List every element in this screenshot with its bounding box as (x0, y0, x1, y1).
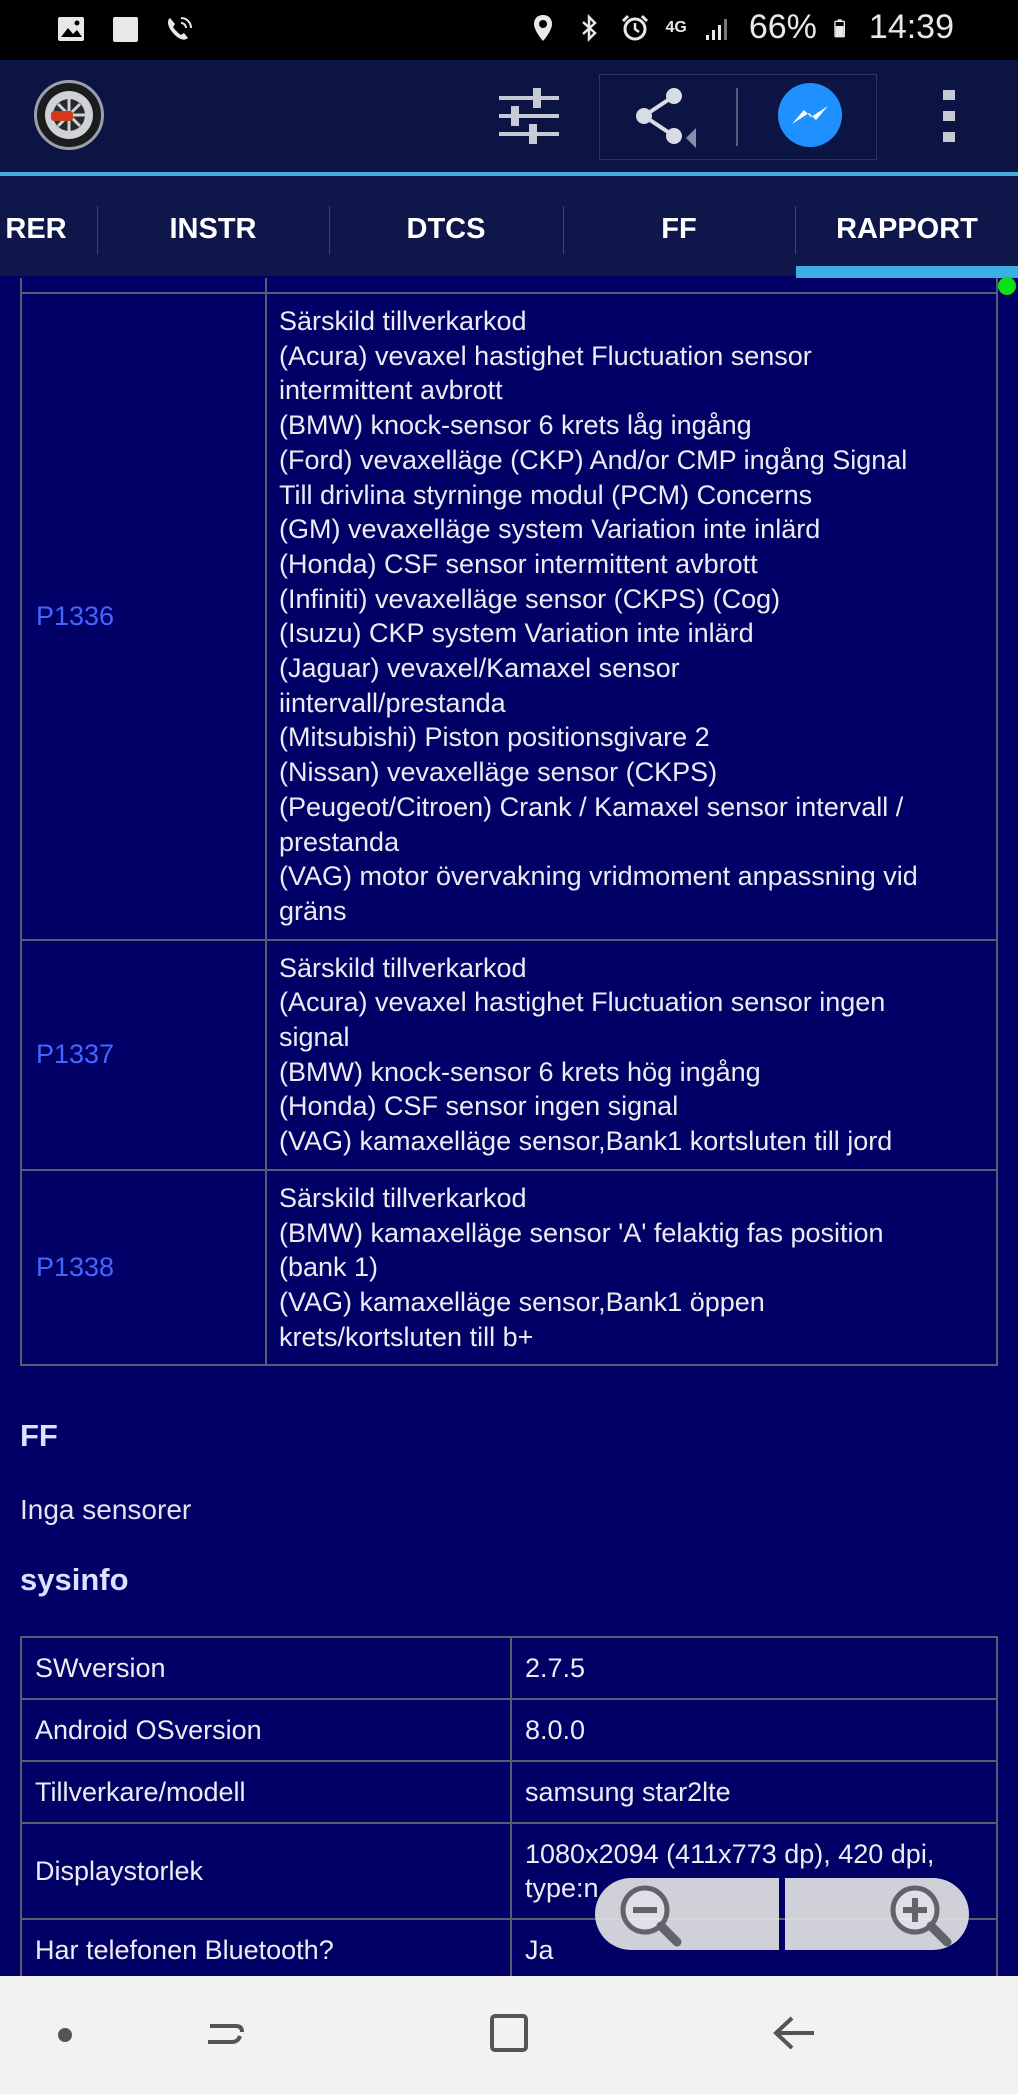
description-line: (Mitsubishi) Piston positionsgivare 2 (279, 722, 710, 753)
dtc-code-link[interactable]: P1337 (21, 940, 266, 1170)
table-cell (266, 278, 997, 293)
status-right (528, 8, 955, 47)
zoom-in-button[interactable] (785, 1878, 969, 1950)
sysinfo-key: Android OSversion (21, 1699, 511, 1761)
location-icon (528, 13, 558, 43)
zoom-controls (595, 1878, 971, 1950)
description-line: (BMW) kamaxelläge sensor 'A' felaktig fas position (279, 1217, 884, 1248)
description-line: iintervall/prestanda (279, 687, 506, 718)
description-line: (VAG) kamaxelläge sensor,Bank1 kortsluten till jord (279, 1126, 893, 1157)
status-left-icons (56, 14, 194, 44)
description-line: (VAG) motor övervakning vridmoment anpassning vid (279, 861, 918, 892)
table-row-partial (21, 278, 997, 293)
share-separator (736, 88, 738, 146)
signal-icon (703, 13, 733, 43)
home-icon[interactable] (486, 2010, 532, 2056)
description-line: (BMW) knock-sensor 6 krets hög ingång (279, 1056, 761, 1087)
table-row (21, 293, 997, 940)
sysinfo-key: SWversion (21, 1637, 511, 1699)
wheel-icon (37, 83, 101, 147)
description-line: (Isuzu) CKP system Variation inte inlärd (279, 618, 754, 649)
description-line: Särskild tillverkarkod (279, 1182, 527, 1213)
description-line: (Acura) vevaxel hastighet Fluctuation sensor ingen (279, 987, 886, 1018)
description-line: intermittent avbrott (279, 375, 503, 406)
bluetooth-icon (574, 13, 604, 43)
recents-icon[interactable] (202, 2012, 248, 2058)
table-row (21, 1170, 997, 1366)
description-line: Särskild tillverkarkod (279, 952, 527, 983)
table-row (21, 1761, 997, 1823)
description-line: signal (279, 1022, 350, 1053)
description-line: (Honda) CSF sensor intermittent avbrott (279, 548, 758, 579)
messenger-icon[interactable] (776, 82, 844, 150)
description-line: (GM) vevaxelläge system Variation inte inlärd (279, 514, 821, 545)
dtc-code-link[interactable]: P1338 (21, 1170, 266, 1366)
sysinfo-key: Har telefonen Bluetooth? (21, 1919, 511, 1976)
description-line: prestanda (279, 826, 400, 857)
dtc-description (266, 293, 997, 940)
nav-dot-icon[interactable] (56, 2026, 74, 2044)
table-row (21, 940, 997, 1170)
description-line: (Peugeot/Citroen) Crank / Kamaxel sensor intervall / (279, 791, 904, 822)
description-line: (Jaguar) vevaxel/Kamaxel sensor (279, 653, 680, 684)
description-line: krets/kortsluten till b+ (279, 1321, 534, 1352)
tab-sensorer[interactable]: RER (5, 213, 67, 245)
sysinfo-value: 2.7.5 (511, 1637, 997, 1699)
tab-ff[interactable]: FF (661, 213, 697, 245)
description-line: (Ford) vevaxelläge (CKP) And/or CMP ingång Signal (279, 444, 908, 475)
sysinfo-value: 1080x2094 (411x773 dp), 420 dpi, type:n (511, 1823, 997, 1919)
app-logo-icon[interactable] (34, 80, 104, 150)
battery-percent: 66% (748, 8, 817, 46)
clock: 14:39 (868, 8, 954, 46)
table-row (21, 1699, 997, 1761)
network-type: 4G (665, 18, 687, 36)
table-cell (21, 278, 266, 293)
image-icon (56, 14, 86, 44)
sysinfo-value: samsung star2lte (511, 1761, 997, 1823)
zoom-out-button[interactable] (595, 1878, 779, 1950)
description-line: (BMW) knock-sensor 6 krets låg ingång (279, 410, 752, 441)
sliders-icon[interactable] (495, 82, 563, 150)
sysinfo-heading: sysinfo (20, 1562, 129, 1597)
tab-dtcs[interactable]: DTCS (406, 213, 486, 245)
tab-rapport[interactable]: RAPPORT (836, 213, 978, 245)
ff-empty-text: Inga sensorer (20, 1494, 192, 1525)
dtc-table (20, 278, 998, 1366)
dtc-description (266, 940, 997, 1170)
sysinfo-key: Tillverkare/modell (21, 1761, 511, 1823)
dtc-code-link[interactable]: P1336 (21, 293, 266, 940)
description-line: (Nissan) vevaxelläge sensor (CKPS) (279, 757, 718, 788)
description-line: (VAG) kamaxelläge sensor,Bank1 öppen (279, 1286, 765, 1317)
back-icon[interactable] (770, 2010, 820, 2056)
sysinfo-value: 8.0.0 (511, 1699, 997, 1761)
battery-icon (833, 13, 853, 43)
description-line: Till drivlina styrninge modul (PCM) Concerns (279, 479, 813, 510)
share-icon[interactable] (628, 82, 696, 150)
tab-bar (0, 176, 1018, 276)
report-content[interactable] (0, 278, 1018, 1976)
sysinfo-value: Ja (511, 1919, 997, 1976)
zoom-in-icon (877, 1878, 961, 1950)
system-nav-bar (0, 1976, 1018, 2094)
wifi-call-icon (164, 14, 194, 44)
alarm-icon (620, 13, 650, 43)
description-line: (Infiniti) vevaxelläge sensor (CKPS) (Cog) (279, 583, 781, 614)
zoom-out-icon (607, 1878, 691, 1950)
status-bar (0, 0, 1018, 60)
app-bar (0, 60, 1018, 172)
sysinfo-key: Displaystorlek (21, 1823, 511, 1919)
description-line: (Acura) vevaxel hastighet Fluctuation sensor (279, 340, 812, 371)
description-line: Särskild tillverkarkod (279, 306, 527, 336)
description-line: (bank 1) (279, 1252, 379, 1283)
sd-card-icon (110, 14, 140, 44)
description-line: gräns (279, 895, 347, 926)
description-line: (Honda) CSF sensor ingen signal (279, 1091, 679, 1122)
ff-heading: FF (20, 1418, 58, 1453)
tab-instr[interactable]: INSTR (169, 213, 257, 245)
dtc-description (266, 1170, 997, 1366)
active-tab-indicator (796, 266, 1018, 278)
table-row (21, 1637, 997, 1699)
overflow-menu-icon[interactable] (924, 86, 974, 146)
